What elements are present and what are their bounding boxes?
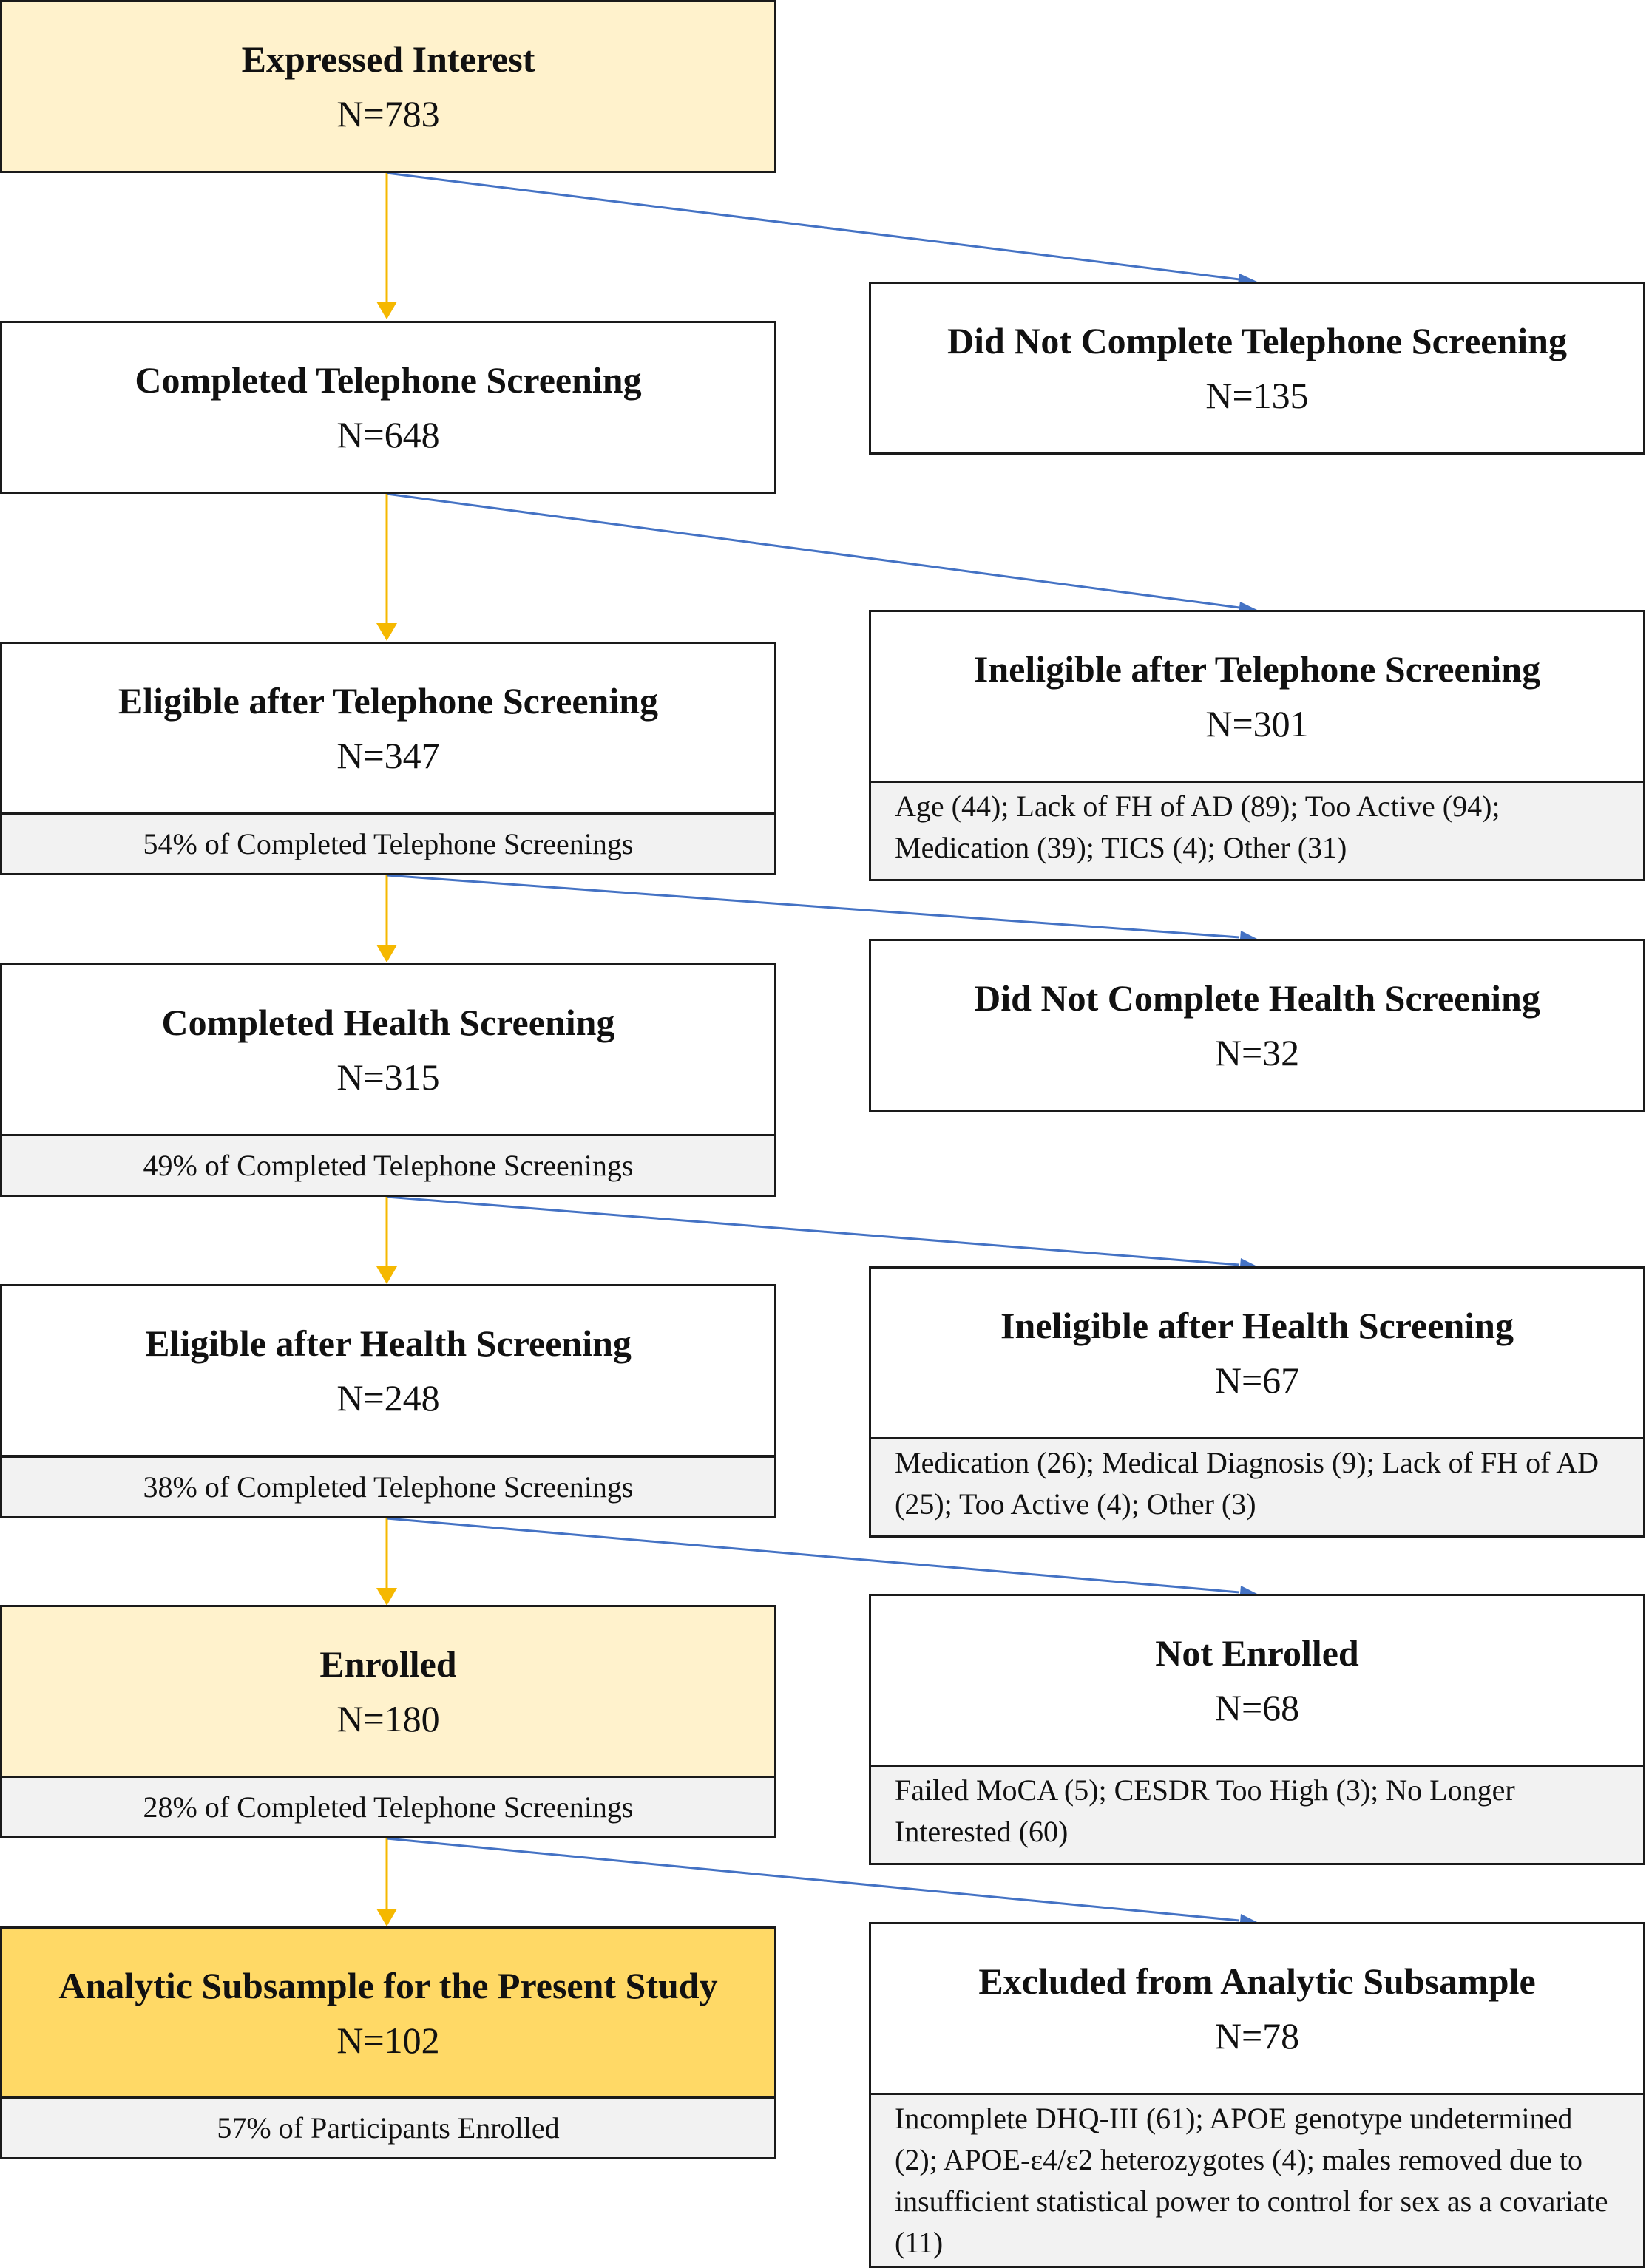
excluded-from-analytic-subsample-reasons: Incomplete DHQ-III (61); APOE genotype undetermined (2); APOE-ε4/ε2 heterozygotes (4); males removed due to insufficient statistical power to control for sex as a covariate (11) [869, 2093, 1645, 2268]
node-count: N=301 [1205, 703, 1309, 744]
did-not-complete-health-screening-box [869, 939, 1645, 1112]
not-enrolled-reasons: Failed MoCA (5); CESDR Too High (3); No Longer Interested (60) [869, 1765, 1645, 1865]
expressed-interest-box [0, 0, 776, 173]
right-arrow-4 [387, 1197, 1239, 1265]
did-not-complete-telephone-screening-box [869, 282, 1645, 455]
right-arrow-3 [387, 875, 1239, 937]
node-title: Eligible after Health Screening [145, 1323, 632, 1364]
ineligible-after-telephone-screening-reasons: Age (44); Lack of FH of AD (89); Too Active (94); Medication (39); TICS (4); Other (31) [869, 781, 1645, 881]
node-count: N=248 [336, 1377, 440, 1419]
node-title: Analytic Subsample for the Present Study [58, 1965, 718, 2006]
eligible-after-telephone-screening-note: 54% of Completed Telephone Screenings [0, 812, 776, 875]
node-title: Did Not Complete Health Screening [974, 977, 1540, 1019]
ineligible-after-health-screening-box [869, 1266, 1645, 1439]
enrolled-box [0, 1605, 776, 1778]
down-arrowhead-5 [376, 1588, 397, 1606]
node-count: N=347 [336, 735, 440, 776]
analytic-subsample-note: 57% of Participants Enrolled [0, 2096, 776, 2159]
node-count: N=315 [336, 1056, 440, 1098]
node-title: Did Not Complete Telephone Screening [947, 320, 1567, 361]
node-count: N=67 [1214, 1359, 1300, 1401]
completed-telephone-screening-box [0, 321, 776, 494]
down-arrowhead-4 [376, 1266, 397, 1284]
node-count: N=68 [1214, 1687, 1300, 1728]
node-count: N=135 [1205, 375, 1309, 416]
node-count: N=180 [336, 1698, 440, 1739]
not-enrolled-box [869, 1594, 1645, 1767]
down-arrowhead-3 [376, 945, 397, 962]
excluded-from-analytic-subsample-box [869, 1922, 1645, 2095]
node-count: N=648 [336, 414, 440, 455]
node-title: Completed Telephone Screening [135, 359, 642, 401]
node-title: Ineligible after Health Screening [1000, 1305, 1514, 1346]
right-arrow-2 [387, 494, 1239, 608]
eligible-after-telephone-screening-box [0, 642, 776, 815]
right-arrow-1 [387, 173, 1239, 279]
ineligible-after-health-screening-reasons: Medication (26); Medical Diagnosis (9); Lack of FH of AD (25); Too Active (4); Other (3) [869, 1437, 1645, 1538]
eligible-after-health-screening-note: 38% of Completed Telephone Screenings [0, 1456, 776, 1518]
down-arrowhead-6 [376, 1909, 397, 1926]
enrolled-note: 28% of Completed Telephone Screenings [0, 1776, 776, 1838]
node-count: N=102 [336, 2020, 440, 2061]
completed-health-screening-note: 49% of Completed Telephone Screenings [0, 1134, 776, 1197]
eligible-after-health-screening-box [0, 1284, 776, 1457]
node-count: N=78 [1214, 2015, 1300, 2057]
down-arrowhead-1 [376, 302, 397, 319]
node-title: Expressed Interest [241, 38, 535, 80]
down-arrowhead-2 [376, 623, 397, 641]
node-title: Ineligible after Telephone Screening [973, 648, 1541, 690]
node-count: N=783 [336, 93, 440, 135]
node-title: Enrolled [319, 1643, 457, 1685]
node-title: Not Enrolled [1155, 1632, 1359, 1674]
completed-health-screening-box [0, 963, 776, 1136]
node-title: Eligible after Telephone Screening [118, 680, 659, 722]
ineligible-after-telephone-screening-box [869, 610, 1645, 783]
analytic-subsample-box [0, 1926, 776, 2099]
node-title: Completed Health Screening [161, 1002, 615, 1043]
node-count: N=32 [1214, 1032, 1300, 1073]
node-title: Excluded from Analytic Subsample [978, 1960, 1536, 2002]
